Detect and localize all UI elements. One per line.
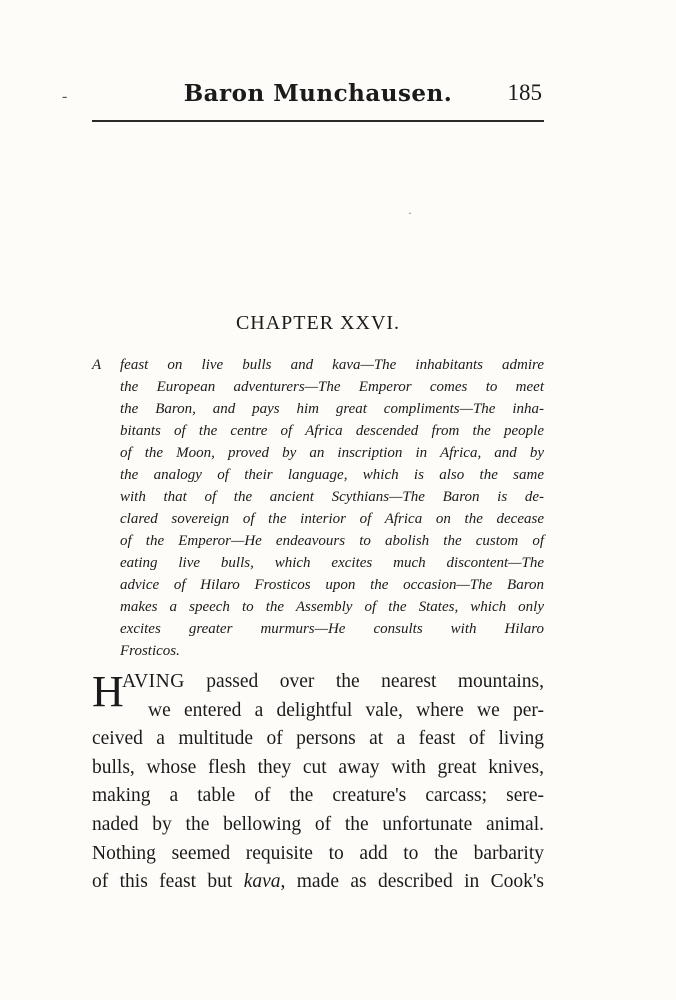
summary-line: the Baron, and pays him great compliments—The inha- (120, 401, 544, 417)
body-line: making a table of the creature's carcass; sere- (92, 785, 544, 807)
body-line: ceived a multitude of persons at a feast of living (92, 728, 544, 750)
summary-line: excites greater murmurs—He consults with Hilaro (120, 621, 544, 637)
summary-line: of the Emperor—He endeavours to abolish the custom of (120, 533, 544, 549)
body-line (92, 868, 544, 897)
body-paragraph (92, 668, 544, 897)
summary-line: clared sovereign of the interior of Africa on the decease (120, 511, 544, 527)
summary-line: A feast on live bulls and kava—The inhabitants admire (92, 357, 544, 373)
header-rule (92, 120, 544, 122)
chapter-summary (92, 354, 544, 662)
summary-line: with that of the ancient Scythians—The Baron is de- (120, 489, 544, 505)
body-line: Nothing seemed requisite to add to the barbarity (92, 842, 544, 864)
stray-mark: · (408, 206, 412, 220)
summary-line: makes a speech to the Assembly of the States, which only (120, 599, 544, 615)
body-text: of this feast but (92, 871, 244, 893)
page-number: 185 (507, 80, 542, 105)
summary-line: Frosticos. (120, 643, 180, 659)
summary-line: bitants of the centre of Africa descended from the people (120, 423, 544, 439)
summary-line: eating live bulls, which excites much discontent—The (120, 555, 544, 571)
summary-line: the European adventurers—The Emperor comes to meet (120, 379, 544, 395)
summary-line: the analogy of their language, which is also the same (120, 467, 544, 483)
opening-word: AVING (122, 671, 185, 692)
margin-dash: - (62, 88, 68, 105)
summary-line: advice of Hilaro Frosticos upon the occasion—The Baron (120, 577, 544, 593)
running-head (92, 80, 544, 114)
italic-term: kava (243, 871, 281, 893)
drop-cap: H (92, 667, 124, 716)
body-line: we entered a delightful vale, where we per- (148, 699, 544, 721)
running-title: Baron Munchausen. (183, 80, 453, 107)
chapter-heading: CHAPTER XXVI. (235, 312, 401, 334)
body-line: naded by the bellowing of the unfortunate animal. (92, 813, 544, 835)
summary-line: of the Moon, proved by an inscription in Africa, and by (120, 445, 544, 461)
body-text: , made as described in Cook's (280, 871, 544, 893)
body-line: bulls, whose flesh they cut away with great knives, (92, 756, 544, 778)
opening-line-text: passed over the nearest mountains, (184, 671, 544, 692)
